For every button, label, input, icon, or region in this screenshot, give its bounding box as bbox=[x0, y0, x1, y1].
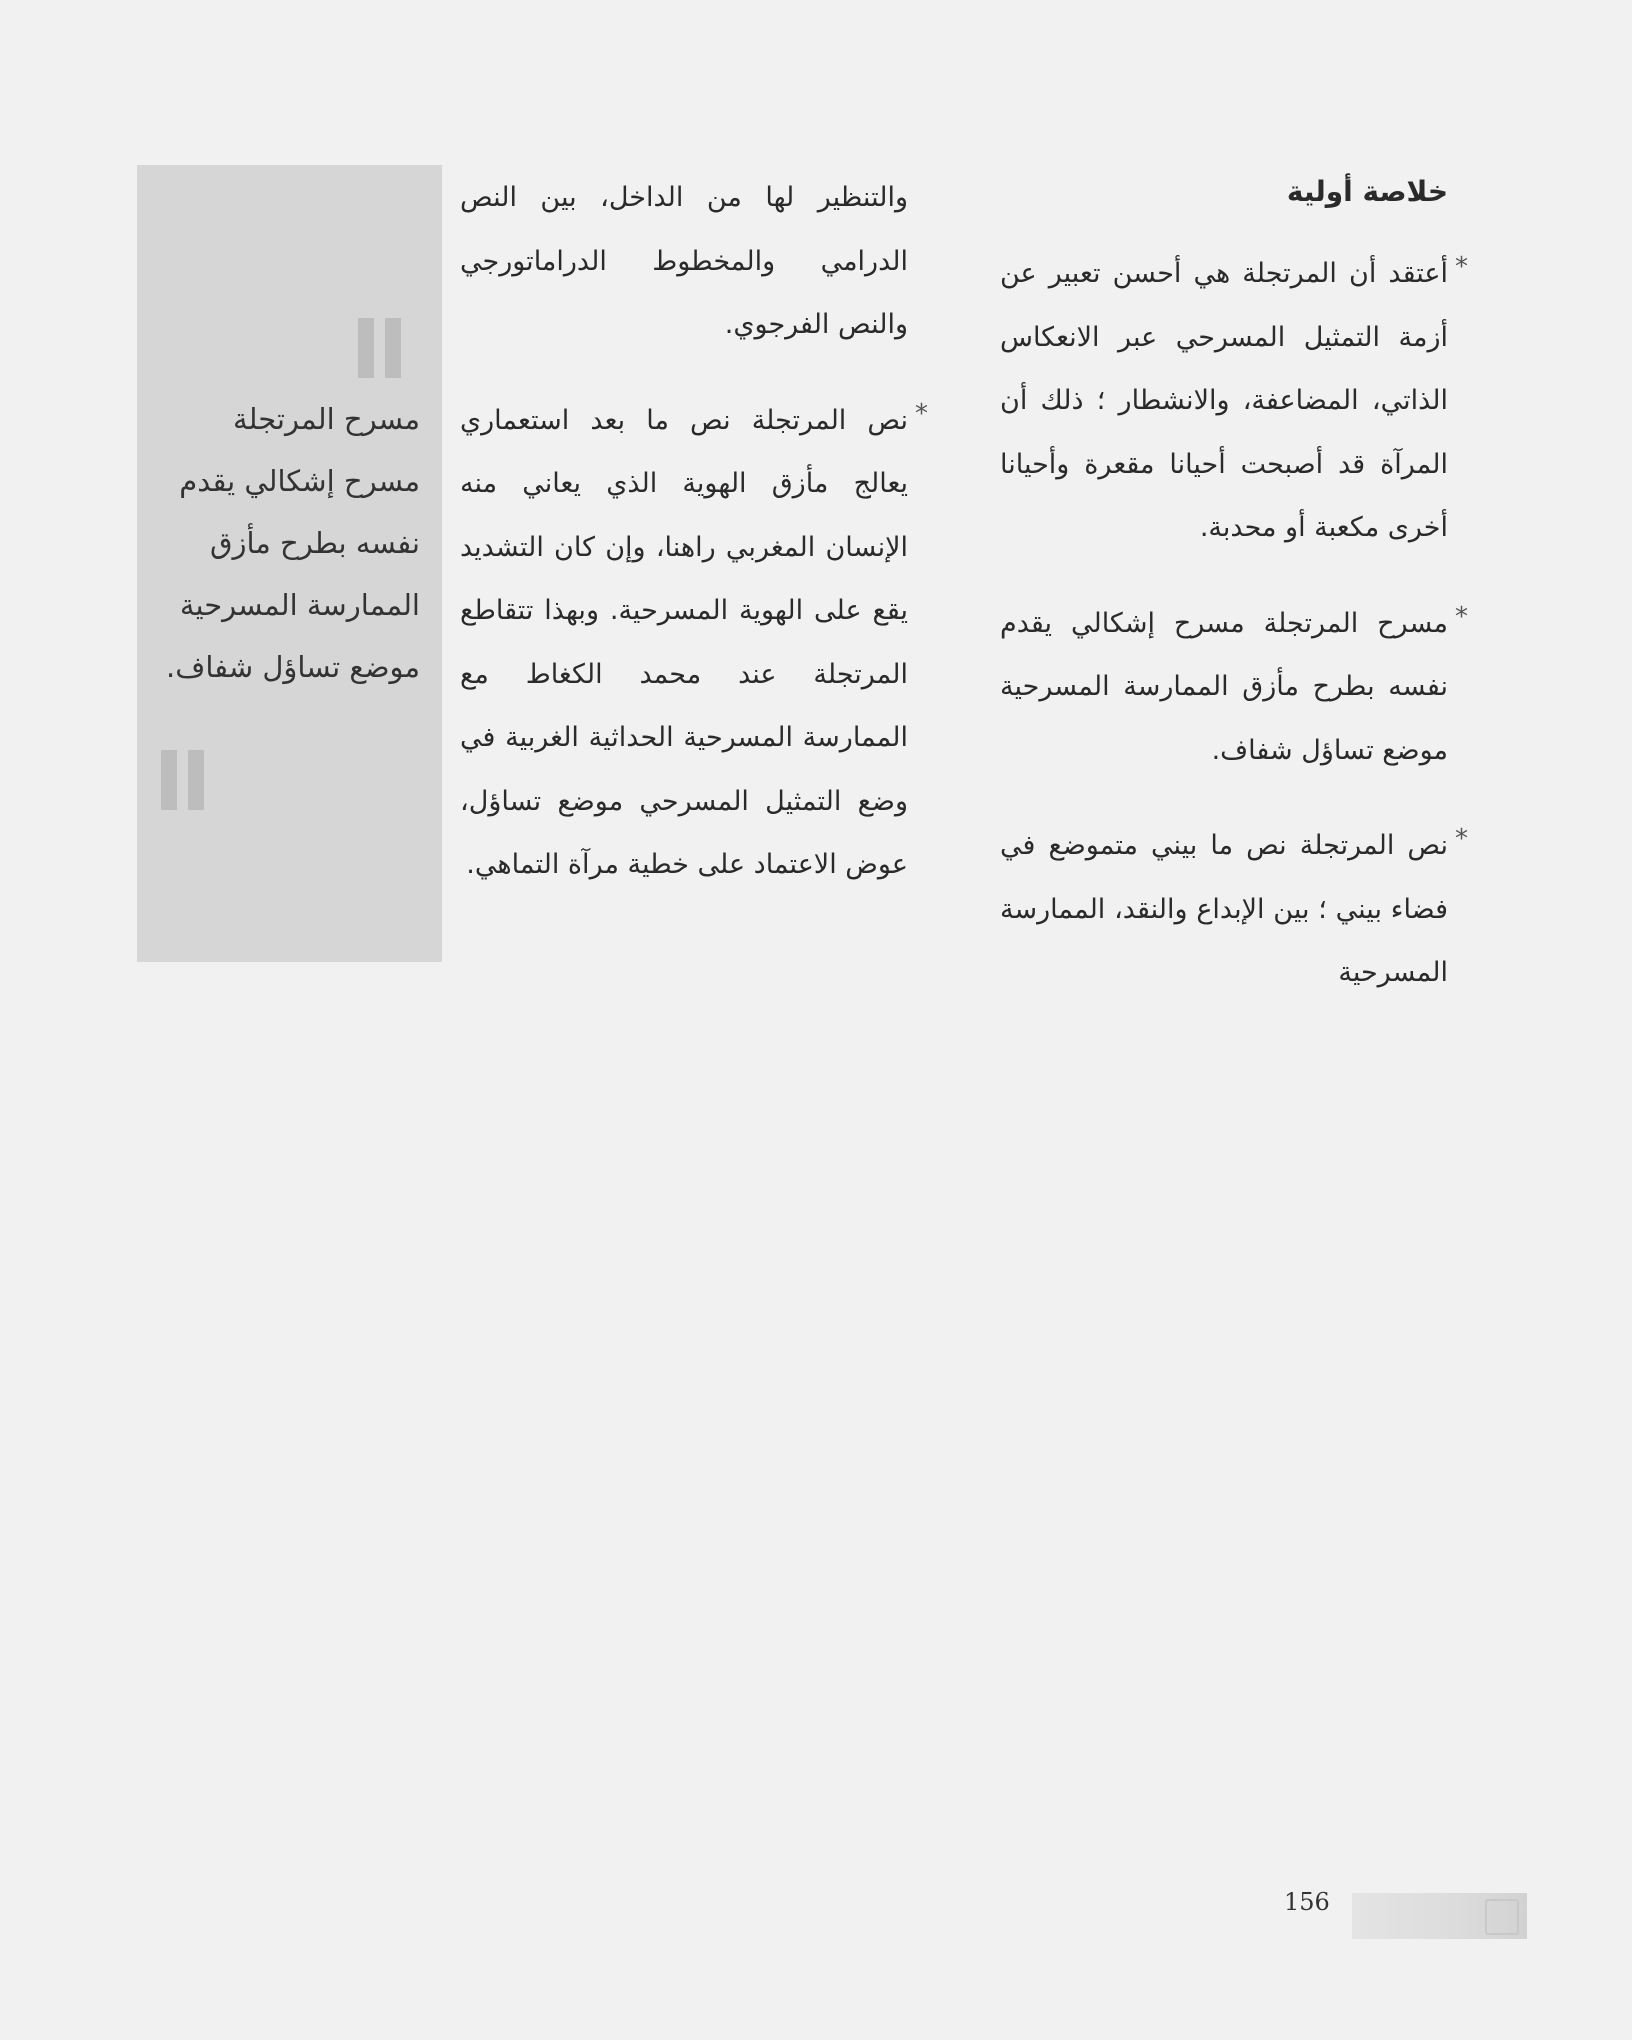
bullet-paragraph bbox=[1000, 592, 1468, 783]
paragraph-text: نص المرتجلة نص ما بعد استعماري يعالج مأزق الهوية الذي يعاني منه الإنسان المغربي راهنا، وإن كان التشديد يقع على الهوية المسرحية. وبهذا تتقاطع المرتجلة عند محمد الكغاط مع الممارسة المسرحية الحداثية الغربية في وضع التمثيل المسرحي موضع تساؤل، عوض الاعتماد على خطية مرآة التماهي. bbox=[460, 404, 908, 880]
bullet-paragraph bbox=[460, 389, 928, 897]
asterisk-bullet: * bbox=[1455, 601, 1468, 632]
magazine-logo-icon bbox=[1485, 1899, 1519, 1935]
closing-quote-icon bbox=[161, 750, 204, 810]
asterisk-bullet: * bbox=[915, 398, 928, 429]
page-number: 156 bbox=[1284, 1888, 1330, 1916]
asterisk-bullet: * bbox=[1455, 252, 1468, 282]
right-column bbox=[1000, 166, 1468, 1037]
continued-paragraph: والتنظير لها من الداخل، بين النص الدرامي والمخطوط الدراماتورجي والنص الفرجوي. bbox=[460, 182, 908, 340]
paragraph-text: مسرح المرتجلة مسرح إشكالي يقدم نفسه بطرح مأزق الممارسة المسرحية موضع تساؤل شفاف. bbox=[1000, 607, 1448, 766]
section-title: خلاصة أولية bbox=[1286, 175, 1448, 208]
opening-quote-icon bbox=[358, 318, 401, 378]
pull-quote-text: مسرح المرتجلة مسرح إشكالي يقدم نفسه بطرح مأزق الممارسة المسرحية موضع تساؤل شفاف. bbox=[166, 402, 420, 684]
paragraph-text: أعتقد أن المرتجلة هي أحسن تعبير عن أزمة التمثيل المسرحي عبر الانعكاس الذاتي، المضاعفة، والانشطار ؛ ذلك أن المرآة قد أصبحت أحيانا مقعرة وأحيانا أخرى مكعبة أو محدبة. bbox=[1000, 258, 1448, 543]
bullet-paragraph bbox=[1000, 814, 1468, 1005]
asterisk-bullet: * bbox=[1455, 824, 1468, 854]
bullet-paragraph bbox=[1000, 242, 1468, 560]
middle-column bbox=[460, 166, 928, 929]
paragraph-text: نص المرتجلة نص ما بيني متموضع في فضاء بيني ؛ بين الإبداع والنقد، الممارسة المسرحية bbox=[1000, 830, 1448, 988]
footer-band bbox=[1352, 1893, 1527, 1939]
